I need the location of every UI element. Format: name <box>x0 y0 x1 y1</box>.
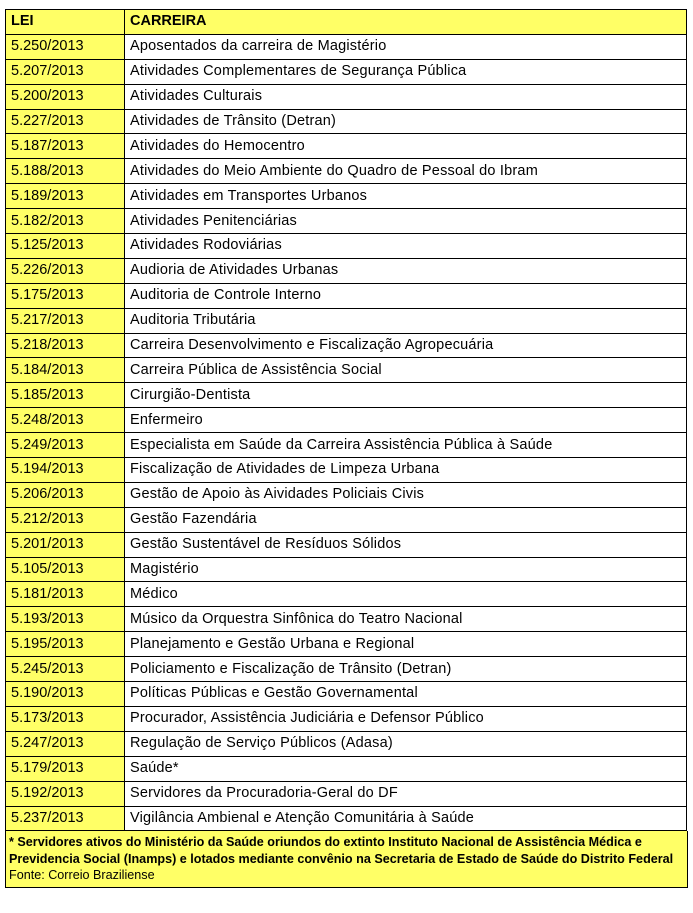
lei-cell: 5.227/2013 <box>6 109 125 134</box>
lei-cell: 5.182/2013 <box>6 209 125 234</box>
carreira-cell: Atividades de Trânsito (Detran) <box>125 109 687 134</box>
lei-cell: 5.248/2013 <box>6 408 125 433</box>
table-body <box>6 34 687 831</box>
table-row <box>6 209 687 234</box>
carreira-cell: Políticas Públicas e Gestão Governamental <box>125 682 687 707</box>
carreira-cell: Servidores da Procuradoria-Geral do DF <box>125 781 687 806</box>
carreira-cell: Atividades Complementares de Segurança Pública <box>125 59 687 84</box>
lei-cell: 5.194/2013 <box>6 458 125 483</box>
lei-cell: 5.247/2013 <box>6 731 125 756</box>
table-row <box>6 657 687 682</box>
carreira-cell: Enfermeiro <box>125 408 687 433</box>
table-row <box>6 283 687 308</box>
carreira-cell: Policiamento e Fiscalização de Trânsito (Detran) <box>125 657 687 682</box>
table-row <box>6 781 687 806</box>
lei-cell: 5.189/2013 <box>6 184 125 209</box>
table-row <box>6 458 687 483</box>
table-row <box>6 184 687 209</box>
table-row <box>6 59 687 84</box>
carreira-cell: Planejamento e Gestão Urbana e Regional <box>125 632 687 657</box>
table-row <box>6 34 687 59</box>
lei-cell: 5.237/2013 <box>6 806 125 831</box>
lei-cell: 5.190/2013 <box>6 682 125 707</box>
carreira-cell: Gestão Sustentável de Resíduos Sólidos <box>125 532 687 557</box>
lei-cell: 5.192/2013 <box>6 781 125 806</box>
laws-table <box>5 9 687 831</box>
table-row <box>6 706 687 731</box>
lei-cell: 5.200/2013 <box>6 84 125 109</box>
lei-cell: 5.105/2013 <box>6 557 125 582</box>
carreira-cell: Carreira Pública de Assistência Social <box>125 358 687 383</box>
carreira-cell: Médico <box>125 582 687 607</box>
lei-cell: 5.250/2013 <box>6 34 125 59</box>
carreira-cell: Regulação de Serviço Públicos (Adasa) <box>125 731 687 756</box>
table-row <box>6 582 687 607</box>
footnote: * Servidores ativos do Ministério da Saúde oriundos do extinto Instituto Nacional de Assistência Médica e Previdencia Social (Inamps) e lotados mediante convênio na Secretaria de Estado de Saúde do Distrito Federal <box>9 835 674 866</box>
table-row <box>6 308 687 333</box>
table-row <box>6 532 687 557</box>
table-row <box>6 408 687 433</box>
lei-cell: 5.175/2013 <box>6 283 125 308</box>
table-row <box>6 756 687 781</box>
carreira-cell: Vigilância Ambienal e Atenção Comunitária à Saúde <box>125 806 687 831</box>
source-credit: Fonte: Correio Braziliense <box>9 868 155 883</box>
table-row <box>6 607 687 632</box>
table-row <box>6 482 687 507</box>
table-row <box>6 258 687 283</box>
carreira-cell: Procurador, Assistência Judiciária e Defensor Público <box>125 706 687 731</box>
lei-cell: 5.188/2013 <box>6 159 125 184</box>
header-row <box>6 10 687 35</box>
table-row <box>6 731 687 756</box>
lei-cell: 5.206/2013 <box>6 482 125 507</box>
carreira-cell: Auditoria de Controle Interno <box>125 283 687 308</box>
lei-column-header: LEI <box>6 10 125 35</box>
table-row <box>6 358 687 383</box>
table-row <box>6 109 687 134</box>
lei-cell: 5.245/2013 <box>6 657 125 682</box>
carreira-cell: Atividades em Transportes Urbanos <box>125 184 687 209</box>
table-row <box>6 557 687 582</box>
carreira-cell: Aposentados da carreira de Magistério <box>125 34 687 59</box>
carreira-cell: Gestão Fazendária <box>125 507 687 532</box>
carreira-cell: Auditoria Tributária <box>125 308 687 333</box>
lei-cell: 5.195/2013 <box>6 632 125 657</box>
carreira-cell: Atividades Culturais <box>125 84 687 109</box>
lei-cell: 5.207/2013 <box>6 59 125 84</box>
lei-cell: 5.179/2013 <box>6 756 125 781</box>
lei-cell: 5.187/2013 <box>6 134 125 159</box>
table-row <box>6 507 687 532</box>
table-row <box>6 159 687 184</box>
carreira-cell: Gestão de Apoio às Aividades Policiais Civis <box>125 482 687 507</box>
carreira-cell: Cirurgião-Dentista <box>125 383 687 408</box>
table-footer <box>5 831 688 888</box>
lei-cell: 5.226/2013 <box>6 258 125 283</box>
table-row <box>6 383 687 408</box>
lei-cell: 5.184/2013 <box>6 358 125 383</box>
carreira-column-header: CARREIRA <box>125 10 687 35</box>
lei-cell: 5.249/2013 <box>6 433 125 458</box>
carreira-cell: Atividades Penitenciárias <box>125 209 687 234</box>
lei-cell: 5.185/2013 <box>6 383 125 408</box>
lei-cell: 5.201/2013 <box>6 532 125 557</box>
carreira-cell: Magistério <box>125 557 687 582</box>
lei-cell: 5.217/2013 <box>6 308 125 333</box>
carreira-cell: Atividades do Meio Ambiente do Quadro de Pessoal do Ibram <box>125 159 687 184</box>
table-row <box>6 433 687 458</box>
table-row <box>6 632 687 657</box>
carreira-cell: Atividades do Hemocentro <box>125 134 687 159</box>
lei-cell: 5.125/2013 <box>6 234 125 259</box>
carreira-cell: Especialista em Saúde da Carreira Assistência Pública à Saúde <box>125 433 687 458</box>
table-row <box>6 234 687 259</box>
table-row <box>6 806 687 831</box>
laws-table-container <box>5 9 687 888</box>
lei-cell: 5.212/2013 <box>6 507 125 532</box>
table-row <box>6 333 687 358</box>
carreira-cell: Músico da Orquestra Sinfônica do Teatro Nacional <box>125 607 687 632</box>
table-row <box>6 84 687 109</box>
lei-cell: 5.181/2013 <box>6 582 125 607</box>
lei-cell: 5.193/2013 <box>6 607 125 632</box>
carreira-cell: Audioria de Atividades Urbanas <box>125 258 687 283</box>
lei-cell: 5.173/2013 <box>6 706 125 731</box>
carreira-cell: Carreira Desenvolvimento e Fiscalização Agropecuária <box>125 333 687 358</box>
table-row <box>6 682 687 707</box>
table-row <box>6 134 687 159</box>
carreira-cell: Saúde* <box>125 756 687 781</box>
carreira-cell: Atividades Rodoviárias <box>125 234 687 259</box>
lei-cell: 5.218/2013 <box>6 333 125 358</box>
carreira-cell: Fiscalização de Atividades de Limpeza Urbana <box>125 458 687 483</box>
